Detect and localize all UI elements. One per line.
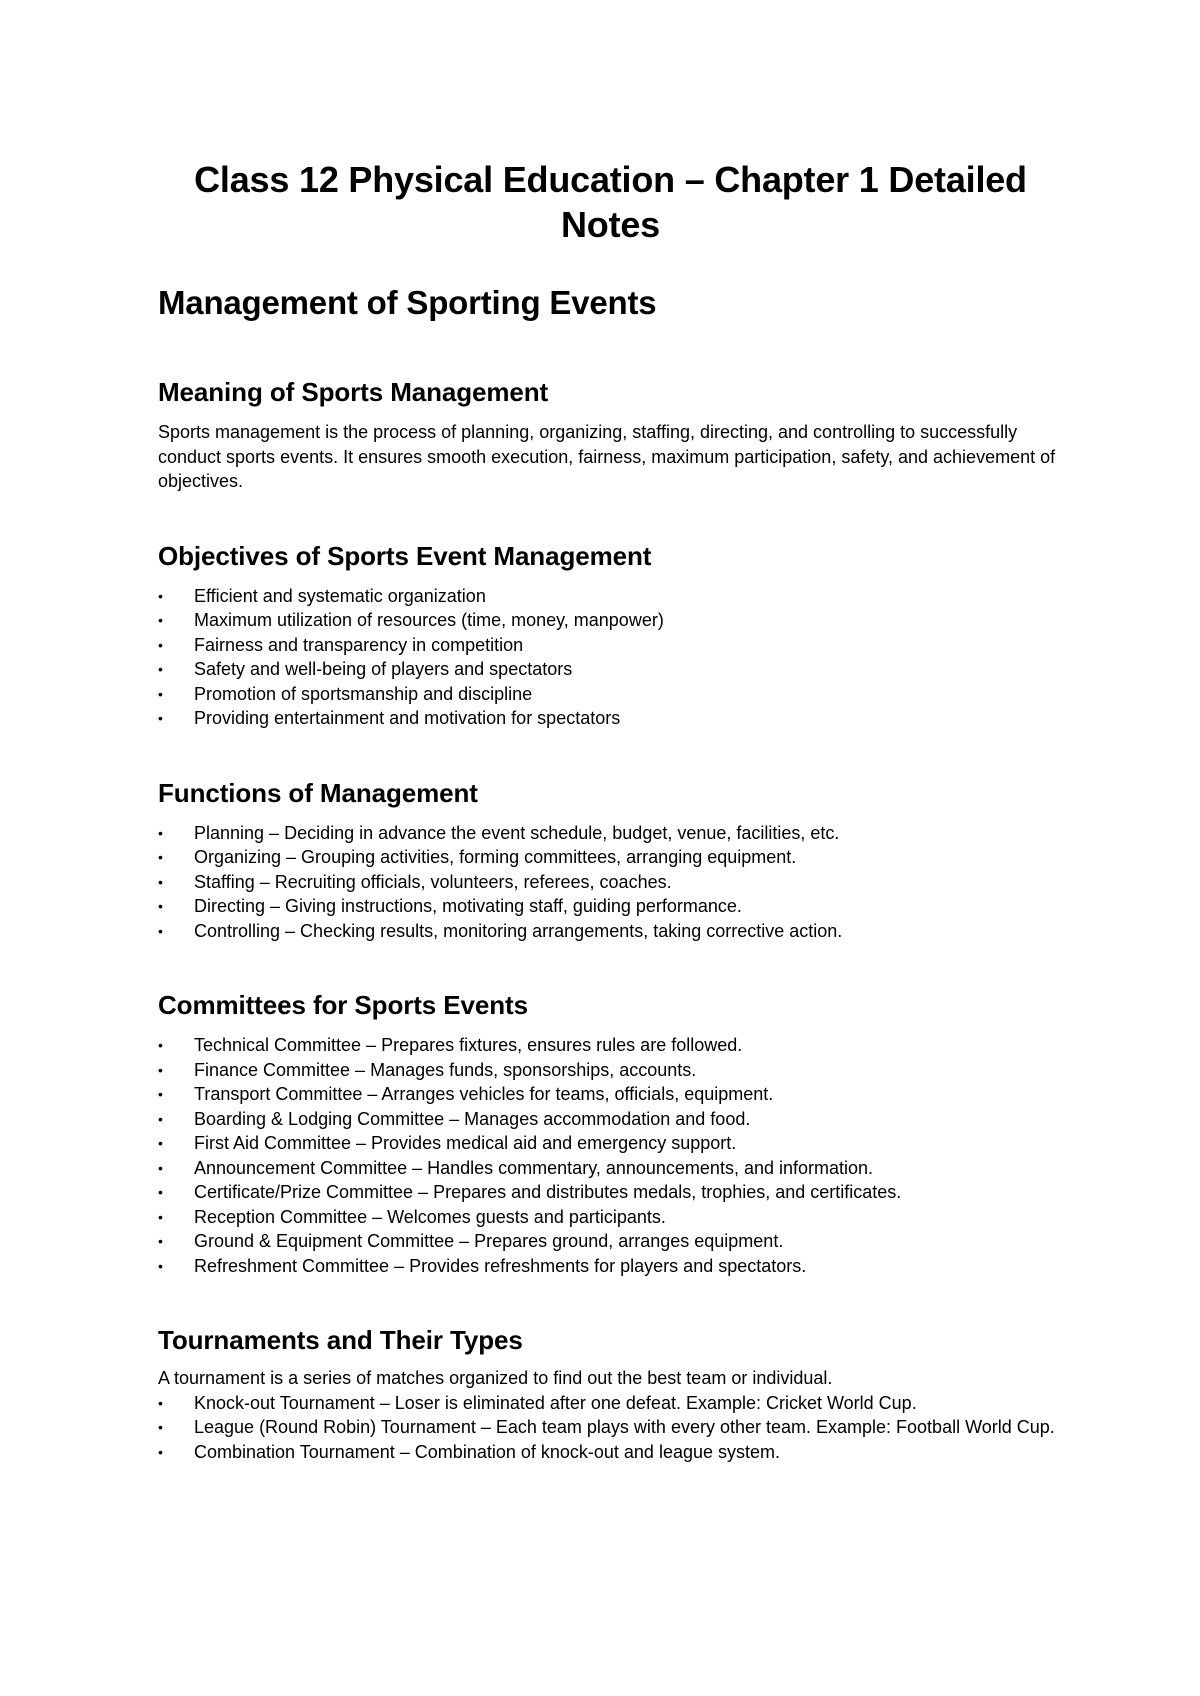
section-heading-objectives: Objectives of Sports Event Management <box>158 540 652 571</box>
list-item: • Finance Committee – Manages funds, sponsorships, accounts. <box>158 1058 1063 1083</box>
committees-list <box>158 1033 1063 1278</box>
list-item: • Controlling – Checking results, monitoring arrangements, taking corrective action. <box>158 919 1063 944</box>
list-item: • Directing – Giving instructions, motivating staff, guiding performance. <box>158 894 1063 919</box>
bullet-icon: • <box>158 898 163 914</box>
list-item: • Maximum utilization of resources (time, money, manpower) <box>158 608 1063 633</box>
tournaments-intro: A tournament is a series of matches organized to find out the best team or individual. <box>158 1368 833 1388</box>
bullet-icon: • <box>158 685 163 702</box>
list-item: • Knock-out Tournament – Loser is eliminated after one defeat. Example: Cricket World Cup. <box>158 1391 1063 1416</box>
bullet-icon: • <box>158 1184 163 1200</box>
meaning-paragraph: Sports management is the process of planning, organizing, staffing, directing, and controlling to successfully conduct sports events. It ensures smooth execution, fairness, maximum participation, safety, and achievement of objectives. <box>158 422 1056 491</box>
section-heading-functions: Functions of Management <box>158 777 478 808</box>
section-functions <box>158 777 1063 944</box>
section-heading-tournaments: Tournaments and Their Types <box>158 1325 523 1355</box>
bullet-icon: • <box>158 1086 163 1102</box>
section-meaning <box>158 376 1063 494</box>
list-item: • Providing entertainment and motivation for spectators <box>158 706 1063 731</box>
section-heading-committees: Committees for Sports Events <box>158 990 528 1020</box>
list-item: • Ground & Equipment Committee – Prepares ground, arranges equipment. <box>158 1229 1063 1254</box>
tournaments-list <box>158 1391 1063 1465</box>
list-item: • Certificate/Prize Committee – Prepares and distributes medals, trophies, and certificates. <box>158 1180 1063 1205</box>
main-heading: Management of Sporting Events <box>158 284 657 321</box>
bullet-icon: • <box>158 1110 163 1127</box>
list-item: • Efficient and systematic organization <box>158 584 1063 609</box>
list-item: • Reception Committee – Welcomes guests and participants. <box>158 1205 1063 1230</box>
list-item: • Staffing – Recruiting officials, volunteers, referees, coaches. <box>158 870 1063 895</box>
list-item: • Transport Committee – Arranges vehicles for teams, officials, equipment. <box>158 1082 1063 1107</box>
list-item: • Safety and well-being of players and spectators <box>158 657 1063 682</box>
list-item: • Refreshment Committee – Provides refreshments for players and spectators. <box>158 1254 1063 1279</box>
bullet-icon: • <box>158 873 163 890</box>
bullet-icon: • <box>158 1061 163 1078</box>
list-item: • Fairness and transparency in competition <box>158 633 1063 658</box>
bullet-icon: • <box>158 922 163 939</box>
bullet-icon: • <box>158 1233 163 1249</box>
list-item: • League (Round Robin) Tournament – Each team plays with every other team. Example: Football World Cup. <box>158 1415 1063 1440</box>
functions-list <box>158 821 1063 944</box>
objectives-list <box>158 584 1063 731</box>
bullet-icon: • <box>158 1419 163 1435</box>
bullet-icon: • <box>158 849 163 865</box>
list-item: • Announcement Committee – Handles commentary, announcements, and information. <box>158 1156 1063 1181</box>
list-item: • Planning – Deciding in advance the event schedule, budget, venue, facilities, etc. <box>158 821 1063 846</box>
bullet-icon: • <box>158 587 163 604</box>
bullet-icon: • <box>158 824 163 841</box>
document-title: Class 12 Physical Education – Chapter 1 Detailed Notes <box>194 159 1027 245</box>
bullet-icon: • <box>158 1159 163 1176</box>
section-objectives <box>158 540 1063 731</box>
bullet-icon: • <box>158 1257 163 1274</box>
list-item: • Combination Tournament – Combination of knock-out and league system. <box>158 1440 1063 1465</box>
bullet-icon: • <box>158 710 163 726</box>
bullet-icon: • <box>158 1443 163 1460</box>
bullet-icon: • <box>158 1394 163 1411</box>
bullet-icon: • <box>158 612 163 628</box>
list-item: • Boarding & Lodging Committee – Manages accommodation and food. <box>158 1107 1063 1132</box>
list-item: • Organizing – Grouping activities, forming committees, arranging equipment. <box>158 845 1063 870</box>
list-item: • Promotion of sportsmanship and discipline <box>158 682 1063 707</box>
bullet-icon: • <box>158 1135 163 1151</box>
list-item: • Technical Committee – Prepares fixtures, ensures rules are followed. <box>158 1033 1063 1058</box>
bullet-icon: • <box>158 636 163 653</box>
section-committees <box>158 989 1063 1278</box>
bullet-icon: • <box>158 1208 163 1225</box>
list-item: • First Aid Committee – Provides medical aid and emergency support. <box>158 1131 1063 1156</box>
section-tournaments <box>158 1324 1063 1464</box>
bullet-icon: • <box>158 661 163 677</box>
bullet-icon: • <box>158 1037 163 1053</box>
document-page <box>158 157 1063 1464</box>
section-heading-meaning: Meaning of Sports Management <box>158 377 549 407</box>
